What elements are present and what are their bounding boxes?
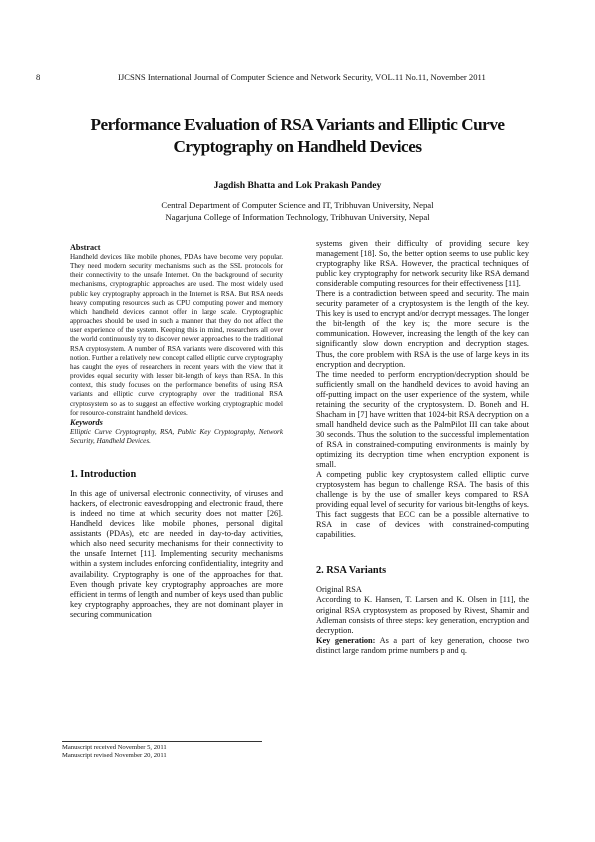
paper-title bbox=[40, 114, 555, 158]
running-head: IJCSNS International Journal of Computer Science and Network Security, VOL.11 No.11, November 2011 bbox=[118, 72, 486, 82]
abstract-text: Handheld devices like mobile phones, PDAs have become very popular. They need modern security mechanisms such as the SSL protocols for their connectivity to the unsafe Internet. On the background of security mechanisms, cryptographic approaches are used. The most widely used public key cryptography approach in the Internet is RSA. But RSA needs heavy computing resources such as CPU computing power and memory which handheld devices cannot offer in large scale. Cryptographic approaches should be used in such a manner that they do not affect the user experience of the system. Keeping this in mind, researchers all over the world continuously try to discover newer approaches to the traditional RSA cryptosystem. A number of RSA variants were discovered with this notion. Further a relatively new concept called elliptic curve cryptography has caught the eyes of researchers in recent years with the view that it provides equal security with lesser bit-length of keys than RSA. In this context, this study focuses on the performance benefits of using RSA variants and elliptic curve cryptography over the traditional RSA cryptosystem so as to suggest an effective working cryptographic model for resource-constraint handheld devices. bbox=[70, 253, 283, 417]
keywords-heading: Keywords bbox=[70, 417, 103, 427]
footnote-revised: Manuscript revised November 20, 2011 bbox=[62, 752, 167, 760]
title-line-2: Cryptography on Handheld Devices bbox=[173, 137, 422, 156]
key-generation-paragraph bbox=[316, 636, 529, 656]
keywords-text: Elliptic Curve Cryptography, RSA, Public Key Cryptography, Network Security, Handheld Devices. bbox=[70, 427, 283, 445]
abstract-heading: Abstract bbox=[70, 243, 101, 252]
footnotes bbox=[62, 744, 167, 761]
right-paragraph-2: There is a contradiction between speed and security. The main security parameter of a cryptosystem is the length of the key. This key is used to encrypt and/or decrypt messages. The longer the bit-length of the key is; the more secure is the communication. However, increasing the length of the key can significantly slow down encryption and decryption stages. Thus, the core problem with RSA is the use of large keys in its encryption and decryption. bbox=[316, 289, 529, 369]
right-paragraph-4: A competing public key cryptosystem called elliptic curve cryptosystem has begun to challenge RSA. The basis of this challenge is by the use of smaller keys compared to RSA providing equal level of security for various bit-lengths of keys. This fact suggests that ECC can be a possible alternative to RSA in case of devices with constrained-computing capabilities. bbox=[316, 470, 529, 540]
author-list: Jagdish Bhatta and Lok Prakash Pandey bbox=[213, 180, 382, 191]
original-rsa-subheading: Original RSA bbox=[316, 585, 362, 595]
key-generation-text: As a part of key generation, choose two distinct large random prime numbers p and q. bbox=[316, 635, 529, 655]
page-number: 8 bbox=[36, 72, 41, 82]
introduction-paragraph: In this age of universal electronic connectivity, of viruses and hackers, of electronic eavesdropping and electronic fraud, there is indeed no time at which security does not matter [26]. Handheld devices like mobile phones, personal digital assistants (PDAs), etc are needed in day-to-day activities, which also need security mechanisms for their connectivity to the unsafe Internet [11]. Implementing security mechanisms within a system includes enforcing confidentiality, integrity and availability. Cryptography is one of the approaches for that. Even though private key cryptography approaches are more efficient in terms of length and number of keys used than public key cryptography approaches, they are not dominant player in securing communication bbox=[70, 489, 283, 619]
affiliations bbox=[40, 200, 555, 223]
footnote-received: Manuscript received November 5, 2011 bbox=[62, 744, 167, 751]
page-header bbox=[36, 72, 541, 84]
title-line-1: Performance Evaluation of RSA Variants and Elliptic Curve bbox=[90, 115, 505, 134]
right-paragraph-1: systems given their difficulty of providing secure key management [18]. So, the better option seems to use public key cryptography like RSA. However, the practical techniques of public key cryptography for network security like RSA demand considerable computing resources for their effectiveness [11]. bbox=[316, 239, 529, 289]
right-column bbox=[316, 239, 529, 656]
rsa-variants-paragraph: According to K. Hansen, T. Larsen and K. Olsen in [11], the original RSA cryptosystem as proposed by Rivest, Shamir and Adleman consists of three steps: key generation, encryption and decryption. bbox=[316, 595, 529, 635]
right-paragraph-3: The time needed to perform encryption/decryption should be sufficiently small on the handheld devices to avoid having an off-putting impact on the user experience of the system, while retaining the security of the cryptosystem. D. Boneh and H. Shacham in [7] have written that 1024-bit RSA decryption on a small handheld device such as the PalmPilot III can take about 30 seconds. Thus the solution to the successful implementation of RSA in constrained-computing environments is mainly by optimizing its decryption time when encryption exponent is small. bbox=[316, 369, 529, 470]
footnote-rule bbox=[62, 741, 262, 742]
rsa-variants-heading: 2. RSA Variants bbox=[316, 565, 387, 577]
affiliation-2: Nagarjuna College of Information Technology, Tribhuvan University, Nepal bbox=[165, 211, 430, 222]
key-generation-label: Key generation: bbox=[316, 635, 376, 645]
introduction-heading: 1. Introduction bbox=[70, 469, 137, 481]
left-column bbox=[70, 243, 283, 620]
affiliation-1: Central Department of Computer Science and IT, Tribhuvan University, Nepal bbox=[161, 200, 434, 210]
